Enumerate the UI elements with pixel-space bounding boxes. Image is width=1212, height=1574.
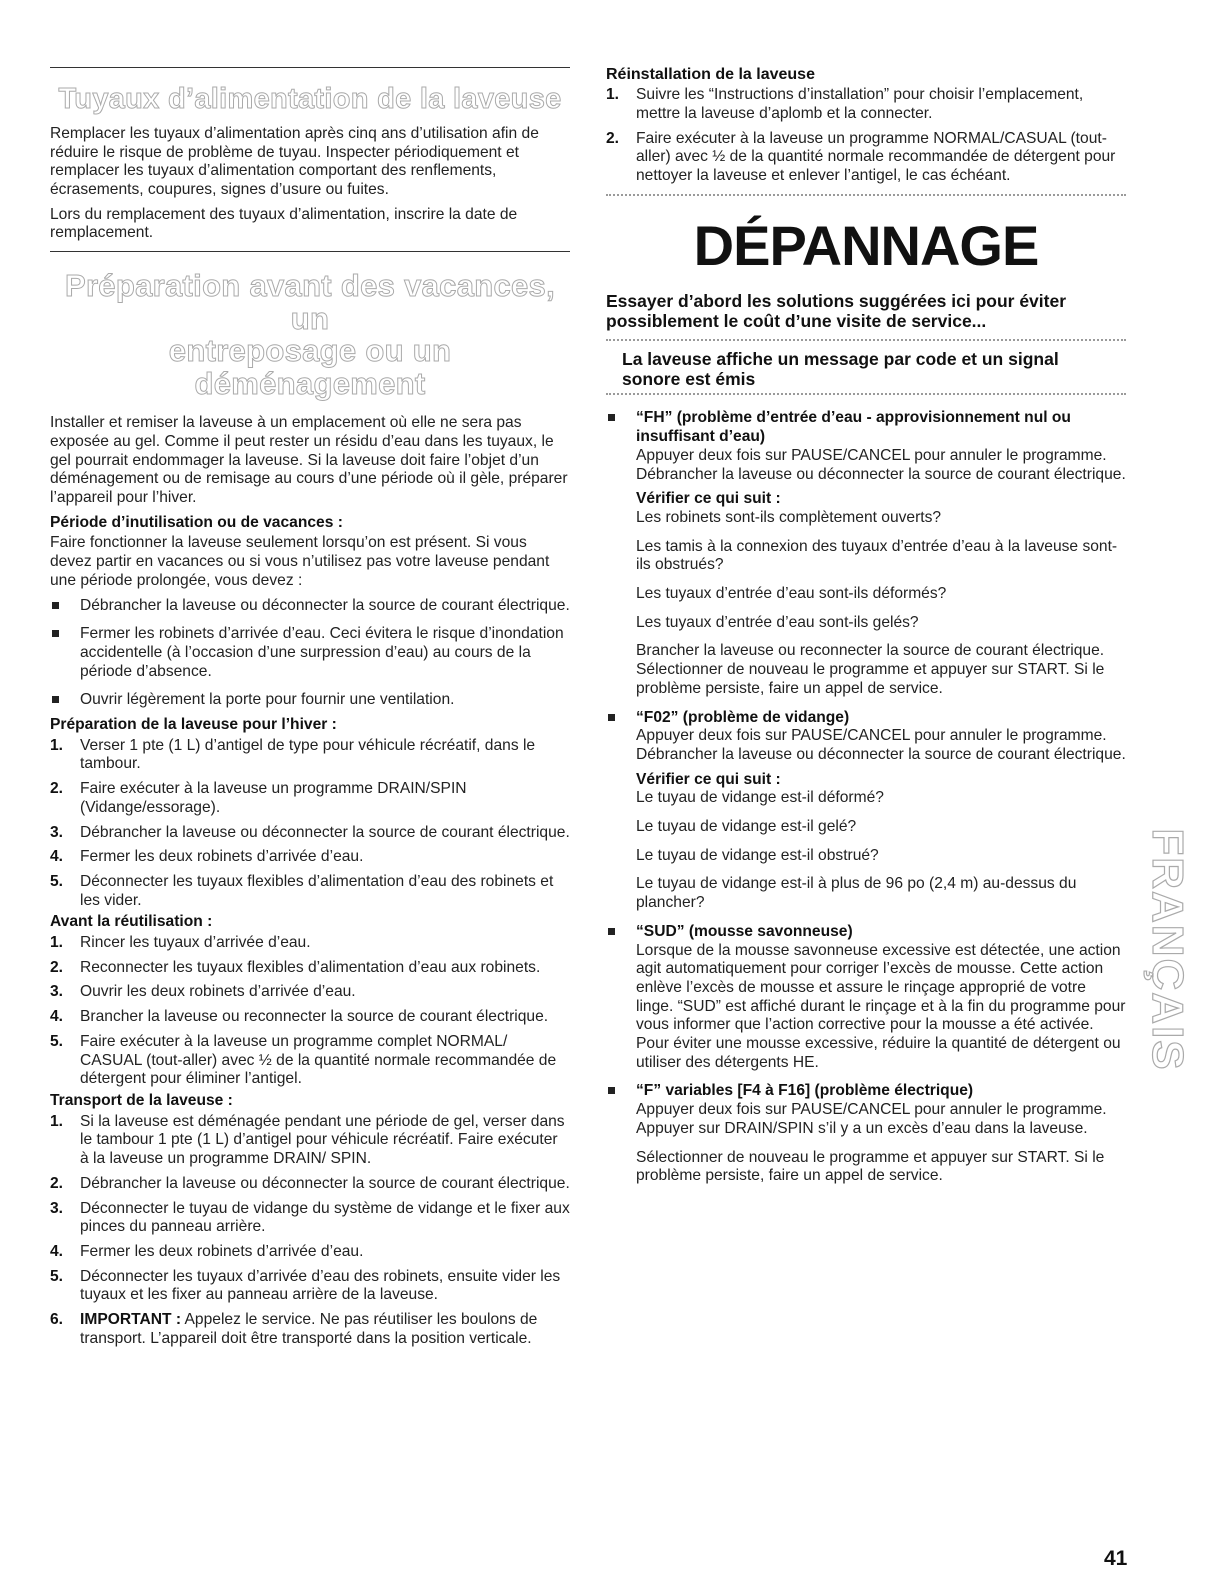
subheading-winter: Préparation de la laveuse pour l’hiver : (50, 716, 337, 734)
bullet-icon (608, 414, 615, 421)
section-title-hoses: Tuyaux d’alimentation de la laveuse (58, 83, 562, 115)
right-column (606, 0, 1126, 1196)
check-item: Le tuyau de vidange est-il gelé? (636, 818, 857, 836)
list-item: 5. Déconnecter les tuyaux flexibles d’alimentation d’eau des robinets et les vider. (50, 872, 554, 909)
title-line: Préparation avant des vacances, un (64, 268, 556, 336)
paragraph: Appuyer deux fois sur PAUSE/CANCEL pour annuler le programme. Appuyer sur DRAIN/SPIN s’il y a un excès d’eau dans la laveuse. (636, 1101, 1107, 1137)
check-item: Le tuyau de vidange est-il obstrué? (636, 846, 879, 864)
error-fh (606, 409, 1126, 698)
list-item: 4. Fermer les deux robinets d’arrivée d’eau. (50, 1242, 364, 1260)
check-item: Le tuyau de vidange est-il à plus de 96 po (2,4 m) au-dessus du plancher? (636, 875, 1077, 912)
subheading-reuse: Avant la réutilisation : (50, 913, 213, 931)
page-title: DÉPANNAGE (693, 213, 1039, 277)
list-item: 1. Suivre les “Instructions d’installation” pour choisir l’emplacement, mettre la laveuse d’aplomb et la connecter. (606, 86, 1084, 122)
error-f02 (606, 709, 1126, 913)
list-item: 3. Déconnecter le tuyau de vidange du système de vidange et le fixer aux pinces du panneau arrière. (50, 1199, 570, 1236)
paragraph: Faire fonctionner la laveuse seulement lorsqu’on est présent. Si vous devez partir en vacances ou si vous n’utilisez pas votre laveuse pendant une période prolongée, vous devez : (50, 534, 550, 589)
paragraph: Lorsque de la mousse savonneuse excessive est détectée, une action agit automatiquement pour corriger l’excès de mousse. Cette action enlève l’excès de mousse et assure le rinçage approprié de votre linge. “SUD” est affiché durant le rinçage et à la fin du programme pour vous informer que l’action corrective pour la mousse a été activée. Pour éviter une mousse excessive, réduire la quantité de détergent ou utiliser des détergents HE. (636, 941, 1126, 1071)
list-item: 4. Brancher la laveuse ou reconnecter la source de courant électrique. (50, 1008, 549, 1026)
paragraph: Sélectionner de nouveau le programme et appuyer sur START. Si le problème persiste, faire un appel de service. (636, 1148, 1105, 1185)
list-item: 2. Faire exécuter à la laveuse un programme NORMAL/CASUAL (tout-aller) avec ½ de la quantité normale recommandée de détergent pour nettoyer la laveuse et enlever l’antigel, le cas échéant. (606, 129, 1116, 184)
list-item: 5. Faire exécuter à la laveuse un programme complet NORMAL/ CASUAL (tout-aller) avec ½ de la quantité normale recommandée de détergent pour éliminer l’antigel. (50, 1032, 557, 1088)
error-sud (606, 923, 1126, 1073)
bullet-icon (52, 630, 59, 637)
check-item: Les tuyaux d’entrée d’eau sont-ils déformés? (636, 585, 947, 603)
dotted-divider (606, 393, 1126, 395)
paragraph: Lors du remplacement des tuyaux d’alimentation, inscrire la date de remplacement. (50, 205, 518, 242)
subheading-vacation: Période d’inutilisation ou de vacances : (50, 513, 343, 531)
section-banner: La laveuse affiche un message par code et un signal sonore est émis (622, 349, 1059, 390)
check-item: Les tuyaux d’entrée d’eau sont-ils gelés? (636, 613, 919, 631)
check-item: Le tuyau de vidange est-il déformé? (636, 789, 884, 807)
list-item: Débrancher la laveuse ou déconnecter la source de courant électrique. (50, 597, 570, 616)
reinstall-list (606, 86, 1126, 186)
list-item: 5. Déconnecter les tuyaux d’arrivée d’eau des robinets, ensuite vider les tuyaux et les fixer au panneau arrière de la laveuse. (50, 1267, 561, 1304)
list-item: 6. IMPORTANT : Appelez le service. Ne pas réutiliser les boulons de transport. L’appareil doit être transporté dans la position verticale. (50, 1311, 538, 1347)
list-item: 3. Débrancher la laveuse ou déconnecter la source de courant électrique. (50, 823, 570, 841)
bullet-icon (52, 602, 59, 609)
title-line: entreposage ou un déménagement (168, 333, 452, 401)
section-title-vacation (50, 252, 570, 400)
list-item: Fermer les robinets d’arrivée d’eau. Ceci évitera le risque d’inondation accidentelle (à l’occasion d’une surpression d’eau) au cours de la période d’absence. (50, 625, 570, 681)
error-title: “F02” (problème de vidange) (636, 708, 850, 726)
subheading-transport: Transport de la laveuse : (50, 1092, 233, 1109)
list-item: 2. Faire exécuter à la laveuse un programme DRAIN/SPIN (Vidange/essorage). (50, 780, 467, 816)
paragraph: Installer et remiser la laveuse à un emplacement où elle ne sera pas exposée au gel. Comme il peut rester un résidu d’eau dans les tuyaux, le gel pourrait endommager la laveuse. Si la laveuse doit faire l’objet d’un déménagement ou de remisage au cours d’une période où il gèle, préparer l’appareil pour l’hiver. (50, 414, 568, 507)
check-title: Vérifier ce qui suit : (636, 770, 781, 788)
left-column (50, 0, 570, 1354)
error-title: “FH” (problème d’entrée d’eau - approvisionnement nul ou insuffisant d’eau) (636, 409, 1071, 446)
list-item: 3. Ouvrir les deux robinets d’arrivée d’eau. (50, 983, 356, 1001)
check-item: Les robinets sont-ils complètement ouverts? (636, 508, 942, 526)
bullet-icon (52, 696, 59, 703)
check-item: Les tamis à la connexion des tuyaux d’entrée d’eau à la laveuse sont-ils obstrués? (636, 537, 1118, 574)
check-title: Vérifier ce qui suit : (636, 490, 781, 508)
subheading-reinstall: Réinstallation de la laveuse (606, 66, 815, 83)
list-item: 1. Verser 1 pte (1 L) d’antigel de type pour véhicule récréatif, dans le tambour. (50, 736, 536, 773)
list-item: 2. Reconnecter les tuyaux flexibles d’alimentation d’eau aux robinets. (50, 958, 541, 976)
winter-list (50, 737, 570, 911)
paragraph: Remplacer les tuyaux d’alimentation après cinq ans d’utilisation afin de réduire le risque de problème de tuyau. Inspecter périodiquement et remplacer les tuyaux d’alimentation comportant des renflements, écrasements, coupures, signes d’usure ou fuites. (50, 124, 539, 198)
error-title: “SUD” (mousse savonneuse) (636, 922, 853, 940)
intro-text: Essayer d’abord les solutions suggérées ici pour éviter possiblement le coût d’une visite de service... (606, 290, 1067, 332)
bullet-icon (608, 714, 615, 721)
side-tab-text: FRANÇAIS (1143, 828, 1192, 1072)
bullet-icon (608, 928, 615, 935)
reuse-list (50, 934, 570, 1089)
error-title: “F” variables [F4 à F16] (problème électrique) (636, 1082, 974, 1100)
list-item: 1. Si la laveuse est déménagée pendant une période de gel, verser dans le tambour 1 pte (1 L) d’antigel pour véhicule récréatif. Faire exécuter à la laveuse un programme DRAIN/ SPIN. (50, 1112, 565, 1168)
bullet-icon (608, 1087, 615, 1094)
paragraph: Appuyer deux fois sur PAUSE/CANCEL pour annuler le programme. Débrancher la laveuse ou déconnecter la source de courant électrique. (636, 446, 1126, 483)
language-side-tab (1141, 810, 1201, 1090)
list-item: 1. Rincer les tuyaux d’arrivée d’eau. (50, 934, 311, 952)
list-item: 2. Débrancher la laveuse ou déconnecter la source de courant électrique. (50, 1174, 570, 1192)
transport-list (50, 1113, 570, 1349)
vacation-list (50, 597, 570, 711)
list-item: Ouvrir légèrement la porte pour fournir une ventilation. (50, 691, 570, 710)
error-f-variables (606, 1082, 1126, 1186)
check-item: Brancher la laveuse ou reconnecter la source de courant électrique. Sélectionner de nouveau le programme et appuyer sur START. Si le problème persiste, faire un appel de service. (636, 642, 1105, 697)
dotted-divider (606, 194, 1126, 196)
page-number: 41 (1104, 1547, 1128, 1570)
paragraph: Appuyer deux fois sur PAUSE/CANCEL pour annuler le programme. Débrancher la laveuse ou déconnecter la source de courant électrique. (636, 727, 1126, 763)
error-code-list (606, 409, 1126, 1186)
list-item: 4. Fermer les deux robinets d’arrivée d’eau. (50, 848, 364, 866)
